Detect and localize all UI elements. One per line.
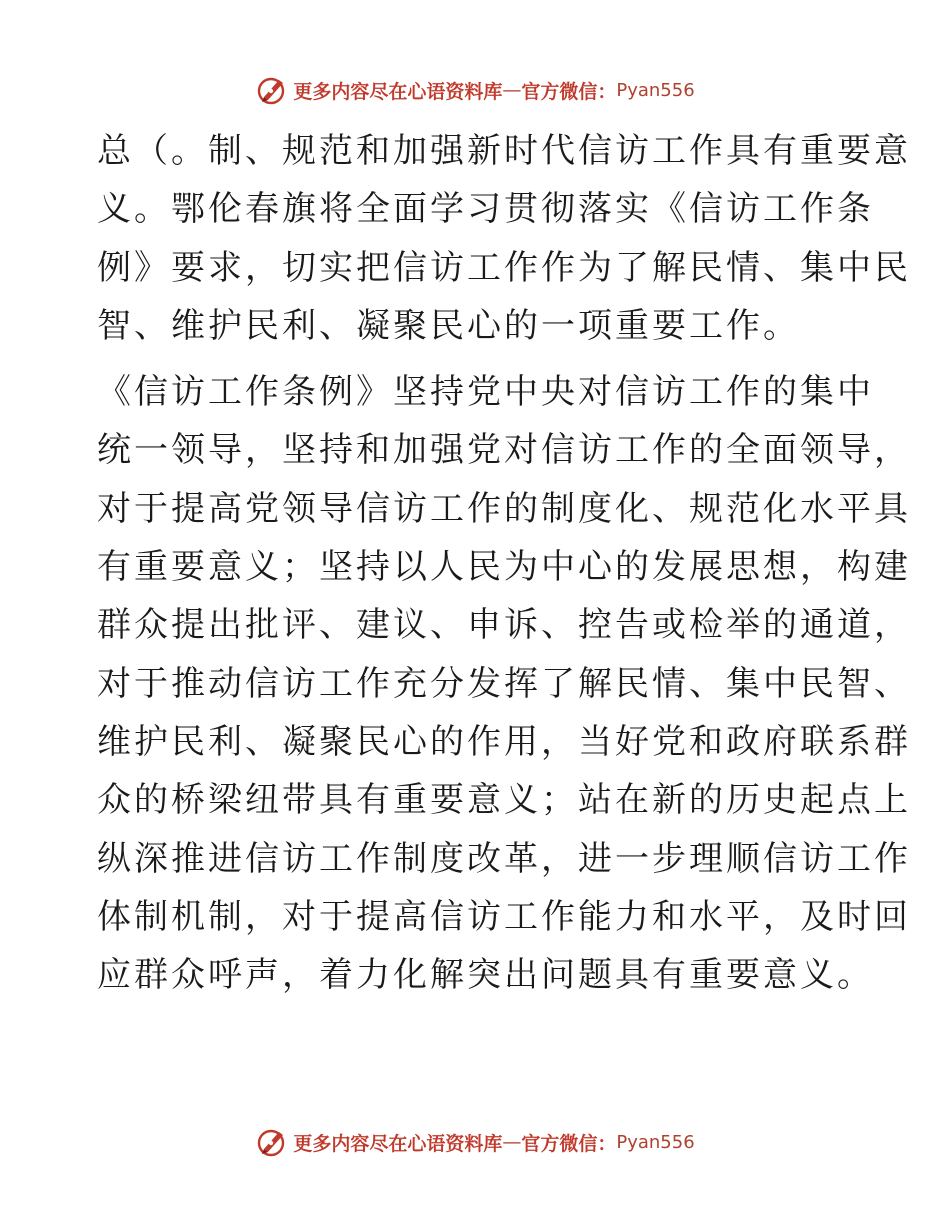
text-line: 统一领导，坚持和加强党对信访工作的全面领导， xyxy=(97,430,911,471)
text-line: 应群众呼声，着力化解突出问题具有重要意义。 xyxy=(97,955,874,996)
document-body xyxy=(97,122,911,1004)
text-line: 总（。制、规范和加强新时代信访工作具有重要意 xyxy=(97,131,911,171)
text-line: 对于提高党领导信访工作的制度化、规范化水平具 xyxy=(97,488,911,529)
banner-main-text: 更多内容尽在心语资料库 xyxy=(293,80,503,103)
text-line: 对于推动信访工作充分发挥了解民情、集中民智、 xyxy=(97,663,911,704)
text-line: 智、维护民利、凝聚民心的一项重要工作。 xyxy=(97,305,800,346)
text-line: 例》要求，切实把信访工作作为了解民情、集中民 xyxy=(97,247,911,288)
header-banner xyxy=(0,70,950,110)
pen-logo-icon xyxy=(255,1125,289,1159)
paragraph-2 xyxy=(97,363,911,1004)
text-line: 义。鄂伦春旗将全面学习贯彻落实《信访工作条 xyxy=(97,189,874,230)
banner-dash: — xyxy=(502,79,522,101)
banner-main-text: 更多内容尽在心语资料库 xyxy=(293,1132,503,1155)
text-line: 《信访工作条例》坚持党中央对信访工作的集中 xyxy=(97,372,874,413)
text-line: 有重要意义；坚持以人民为中心的发展思想，构建 xyxy=(97,547,911,588)
text-line: 纵深推进信访工作制度改革，进一步理顺信访工作 xyxy=(97,838,911,879)
paragraph-1 xyxy=(97,122,911,355)
text-line: 众的桥梁纽带具有重要意义；站在新的历史起点上 xyxy=(97,780,911,821)
banner-wechat-id: Pyan556 xyxy=(616,1131,695,1153)
banner-wechat-label: 官方微信： xyxy=(521,1132,617,1155)
text-line: 体制机制，对于提高信访工作能力和水平，及时回 xyxy=(97,896,911,937)
text-line: 群众提出批评、建议、申诉、控告或检举的通道， xyxy=(97,605,911,646)
pen-logo-icon xyxy=(255,73,289,107)
banner-dash: — xyxy=(502,1131,522,1153)
banner-wechat-id: Pyan556 xyxy=(616,79,695,101)
footer-banner xyxy=(0,1122,950,1162)
banner-wechat-label: 官方微信： xyxy=(521,80,617,103)
text-line: 维护民利、凝聚民心的作用，当好党和政府联系群 xyxy=(97,721,911,762)
